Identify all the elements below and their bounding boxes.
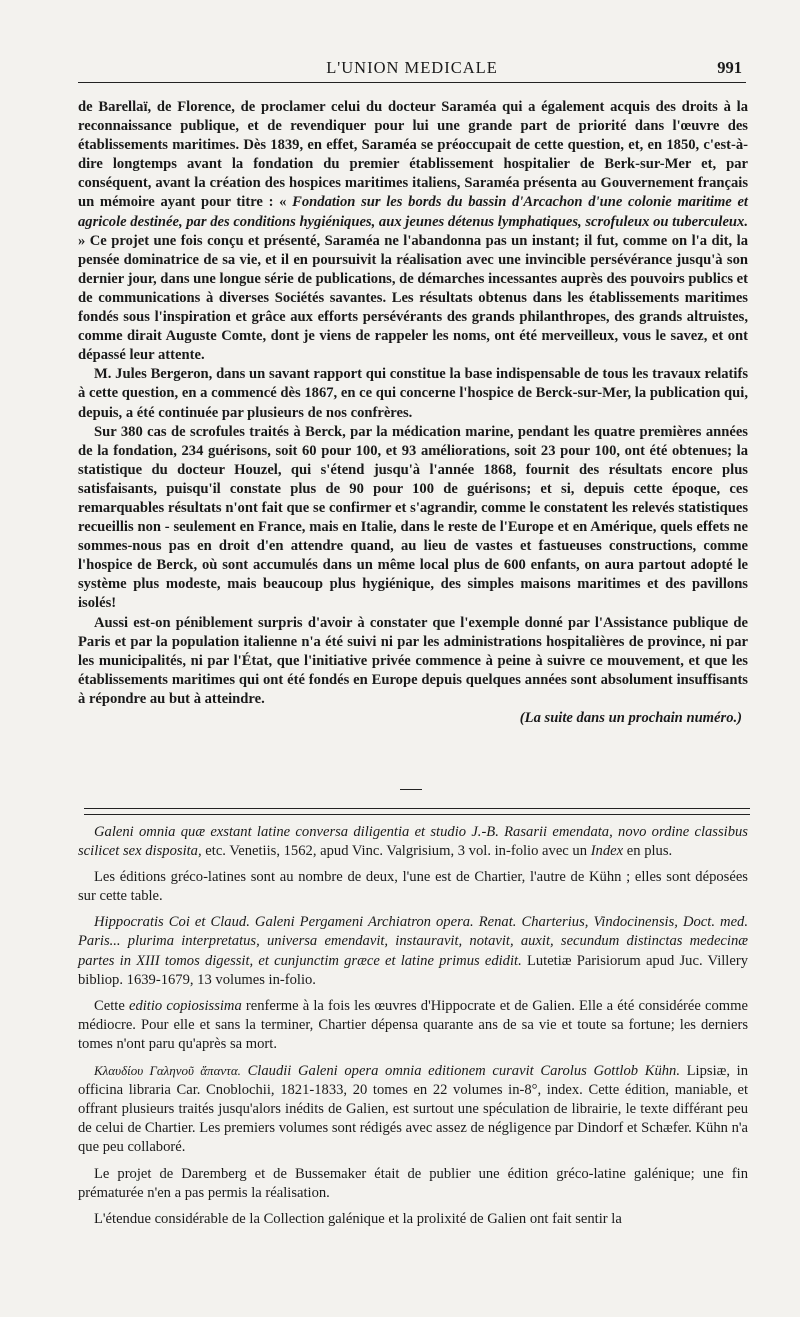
double-rule — [84, 808, 750, 815]
bibliography — [78, 823, 748, 1236]
continued-note: (La suite dans un prochain numéro.) — [519, 710, 742, 726]
biblio-note-chartier — [78, 997, 748, 1054]
paragraph-conclusion: Aussi est-on péniblement surpris d'avoir à constater que l'exemple donné par l'Assistance publique de Paris et par la population italienne n'a été suivi ni par les administrations hospitalières de province, ni par les municipalités, ni par l'État, que l'initiative privée commence à peine à suivre ce mouvement, et que les établissements maritimes qui ont été fondés en Europe depuis quelques années sont absolument insuffisants à répondre au but à atteindre. — [78, 614, 748, 707]
biblio-entry-rasarius — [78, 823, 748, 861]
entry-text-italic: Index — [590, 843, 624, 860]
entry-title: Claudii Galeni opera omnia editionem curavit Carolus Gottlob Kühn. — [247, 1063, 680, 1080]
article-body — [78, 98, 748, 728]
memoir-title: Fondation sur les bords du bassin d'Arcachon d'une colonie maritime et agricole destinée, par des conditions hygiéniques, aux jeunes détenus lymphatiques, scrofuleux ou tuberculeux. — [78, 194, 748, 230]
entry-text: Cette — [94, 997, 125, 1014]
entry-text: Lutetiæ Parisiorum apud Juc. Villery bibliop. 1639-1679, 13 volumes in-folio. — [78, 952, 748, 988]
biblio-note-collection: L'étendue considérable de la Collection galénique et la prolixité de Galien ont fait sentir la — [94, 1210, 622, 1227]
running-title: L'UNION MEDICALE — [326, 58, 498, 77]
header-rule — [78, 82, 746, 83]
entry-text: etc. Venetiis, 1562, apud Vinc. Valgrisium, 3 vol. in-folio avec un — [205, 843, 588, 860]
section-divider — [400, 789, 422, 790]
entry-text: Lipsiæ, in officina libraria Car. Cnoblochii, 1821-1833, 20 tomes en 22 volumes in-8°, index. Cette édition, maniable, et offrant plusieurs traités jusqu'alors inédits de Galien, est surtout une spéculation de librairie, le texte différant peu de celui de Chartier. Les premiers volumes sont rédigés avec assez de négligence par Dindorf et Schæfer. Kühn n'a que peu collaboré. — [78, 1063, 749, 1156]
entry-title: Hippocratis Coi et Claud. Galeni Pergameni Archiatron opera. Renat. Charterius, Vindocinensis, Doct. med. Paris... plurima interpretatus, universa emendavit, instauravit, notavit, auxit, secundum distinctas medecinæ partes in XIII tomos digessit, et cunjunctim græce et latine primus edidit. — [78, 914, 748, 969]
paragraph-text: » Ce projet une fois conçu et présenté, Saraméa ne l'abandonna pas un instant; il fut, comme on l'a dit, la pensée dominatrice de sa vie, et il en poursuivit la réalisation avec une invincible persévérance jusqu'à son dernier jour, dans une longue série de publications, de démarches incessantes auprès des pouvoirs publics et de communications à diverses Sociétés savantes. Les résultats obtenus dans les établissements maritimes fondés sous l'inspiration et grâce aux efforts persévérants des grands philanthropes, des grands altruistes, comme dirait Auguste Comte, dont je viens de rappeler les noms, ont été merveilleux, vous le savez, et ont dépassé leur attente. — [78, 232, 748, 364]
entry-title: Galeni omnia quæ exstant latine conversa diligentia et studio J.-B. Rasarii emendata, novo ordine classibus scilicet sex disposita, — [78, 824, 748, 860]
greek-title: Κλαυδίου Γαληνοῦ ἅπαντα. — [94, 1063, 241, 1079]
paragraph-saramea — [78, 98, 748, 365]
page-number: 991 — [717, 58, 742, 77]
entry-text: renferme à la fois les œuvres d'Hippocrate et de Galien. Elle a été considérée comme médiocre. Pour elle et sans la terminer, Chartier dépensa quarante ans de sa vie et toute sa fortune; les derniers tomes n'ont paru qu'après sa mort. — [78, 997, 748, 1052]
entry-text: en plus. — [626, 843, 673, 860]
biblio-note-editions: Les éditions gréco-latines sont au nombre de deux, l'une est de Chartier, l'autre de Kühn ; elles sont déposées sur cette table. — [78, 869, 748, 905]
biblio-entry-chartier — [78, 913, 748, 989]
biblio-note-daremberg: Le projet de Daremberg et de Bussemaker était de publier une édition gréco-latine galénique; une fin prématurée n'en a pas permis la réalisation. — [78, 1165, 748, 1201]
entry-text-italic: editio copiosissima — [128, 997, 242, 1014]
paragraph-text: de Barellaï, de Florence, de proclamer celui du docteur Saraméa qui a également acquis des droits à la reconnaissance publique, et de revendiquer pour lui une grande part de priorité dans l'œuvre des établissements maritimes. Dès 1839, en effet, Saraméa se préoccupait de cette question, et, en 1850, c'est-à-dire longtemps avant la fondation du premier établissement hospitalier de Berk-sur-Mer et, par conséquent, avant la création des hospices maritimes italiens, Saraméa présenta au Gouvernement français un mémoire ayant pour titre : « — [78, 99, 748, 211]
page-header — [78, 56, 746, 86]
paragraph-bergeron: M. Jules Bergeron, dans un savant rapport qui constitue la base indispensable de tous les travaux relatifs à cette question, en a commencé dès 1867, en ce qui concerne l'hospice de Berck-sur-Mer, la publication qui, depuis, a été continuée par plusieurs de nos confrères. — [78, 366, 748, 421]
paragraph-statistics: Sur 380 cas de scrofules traités à Berck, par la médication marine, pendant les quatre premières années de la fondation, 234 guérisons, soit 60 pour 100, et 93 améliorations, soit 23 pour 100, ont été obtenues; la statistique du docteur Houzel, qui s'étend jusqu'à l'année 1868, fournit des résultats encore plus satisfaisants, puisqu'il constate plus de 90 pour 100 de guérisons; et si, depuis cette époque, ces remarquables résultats n'ont fait que se confirmer et s'agrandir, comme le constatent les relevés statistiques recueillis non - seulement en France, mais en Italie, dans le reste de l'Europe et en Amérique, quels effets ne sommes-nous pas en droit d'en attendre quand, au lieu de vastes et fastueuses constructions, comme l'hospice de Berck, où sont accumulés dans un même local plus de 600 enfants, on aura partout adopté le système plus modeste, mais beaucoup plus hygiénique, des simples maisons maritimes et des pavillons isolés! — [78, 423, 748, 612]
biblio-entry-kuhn — [78, 1061, 748, 1157]
